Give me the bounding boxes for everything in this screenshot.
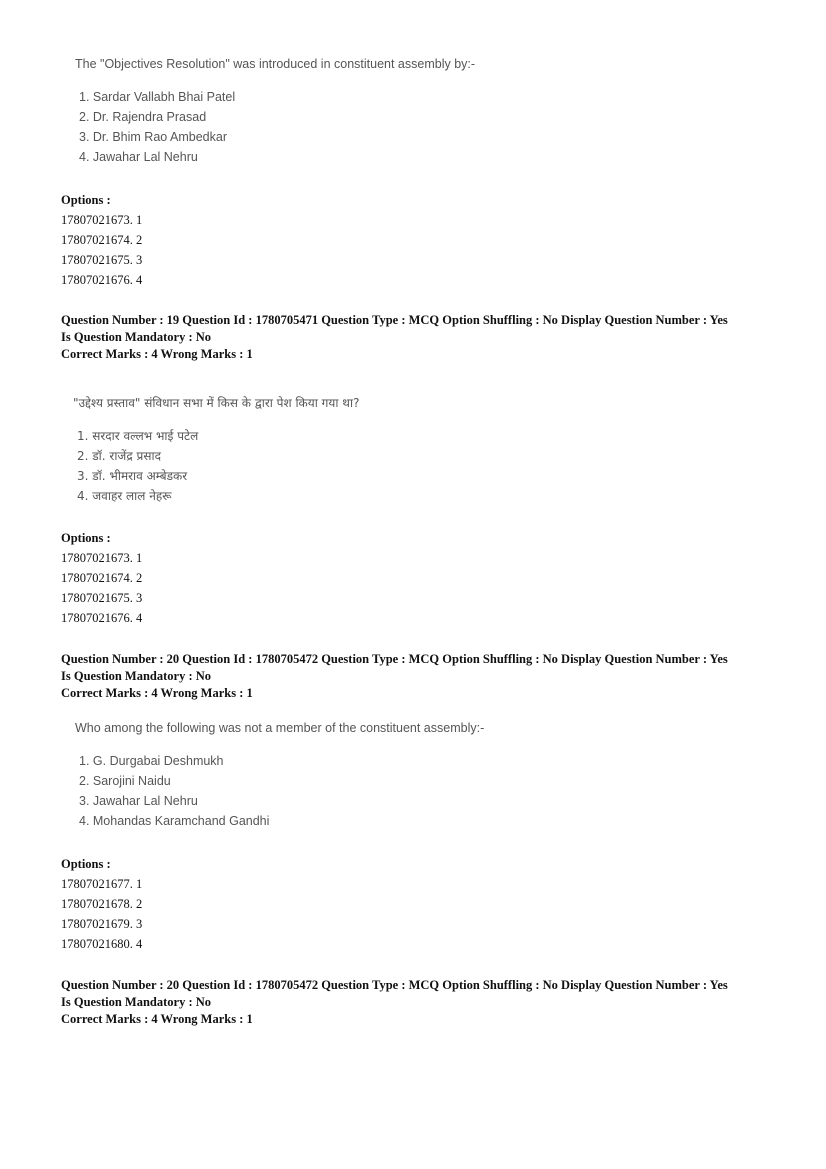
choice-4: 4. जवाहर लाल नेहरू [77,489,172,503]
mandatory-info: Is Question Mandatory : No [61,330,212,344]
question-info: Question Number : 20 Question Id : 1780705472 Question Type : MCQ Option Shuffling : No Display Question Number : Yes [61,652,728,666]
choice-3: 3. Dr. Bhim Rao Ambedkar [79,130,227,144]
choice-3: 3. डॉ. भीमराव अम्बेडकर [77,469,188,483]
choice-4: 4. Jawahar Lal Nehru [79,150,198,164]
options-header: Options : [61,531,111,545]
choice-1: 1. सरदार वल्लभ भाई पटेल [77,429,199,443]
choice-4: 4. Mohandas Karamchand Gandhi [79,814,270,828]
option-row: 17807021676. 4 [61,611,143,625]
question-stem: Who among the following was not a member of the constituent assembly:- [75,721,485,735]
option-row: 17807021676. 4 [61,273,143,287]
marks-info: Correct Marks : 4 Wrong Marks : 1 [61,686,253,700]
option-row: 17807021674. 2 [61,571,143,585]
mandatory-info: Is Question Mandatory : No [61,669,212,683]
option-row: 17807021678. 2 [61,897,143,911]
option-row: 17807021680. 4 [61,937,143,951]
options-list-q18 [61,190,142,290]
option-row: 17807021675. 3 [61,253,143,267]
question-info: Question Number : 20 Question Id : 1780705472 Question Type : MCQ Option Shuffling : No Display Question Number : Yes [61,978,728,992]
options-header: Options : [61,857,111,871]
question-info: Question Number : 19 Question Id : 1780705471 Question Type : MCQ Option Shuffling : No Display Question Number : Yes [61,313,728,327]
mandatory-info: Is Question Mandatory : No [61,995,212,1009]
choice-3: 3. Jawahar Lal Nehru [79,794,198,808]
option-row: 17807021675. 3 [61,591,143,605]
choice-2: 2. Sarojini Naidu [79,774,171,788]
options-header: Options : [61,193,111,207]
option-row: 17807021673. 1 [61,213,143,227]
choice-1: 1. Sardar Vallabh Bhai Patel [79,90,236,104]
option-row: 17807021674. 2 [61,233,143,247]
question-stem: The "Objectives Resolution" was introduced in constituent assembly by:- [75,57,476,71]
choice-2: 2. Dr. Rajendra Prasad [79,110,207,124]
choice-1: 1. G. Durgabai Deshmukh [79,754,224,768]
question-stem: "उद्देश्य प्रस्ताव" संविधान सभा में किस के द्वारा पेश किया गया था? [73,396,360,410]
question-20-meta [61,651,781,702]
choice-2: 2. डॉ. राजेंद्र प्रसाद [77,449,161,463]
option-row: 17807021673. 1 [61,551,143,565]
marks-info: Correct Marks : 4 Wrong Marks : 1 [61,347,253,361]
question-20-meta-repeat [61,977,781,1028]
marks-info: Correct Marks : 4 Wrong Marks : 1 [61,1012,253,1026]
option-row: 17807021679. 3 [61,917,143,931]
options-list-q20 [61,854,142,954]
options-list-q19 [61,528,142,628]
option-row: 17807021677. 1 [61,877,143,891]
question-19-meta [61,312,781,363]
